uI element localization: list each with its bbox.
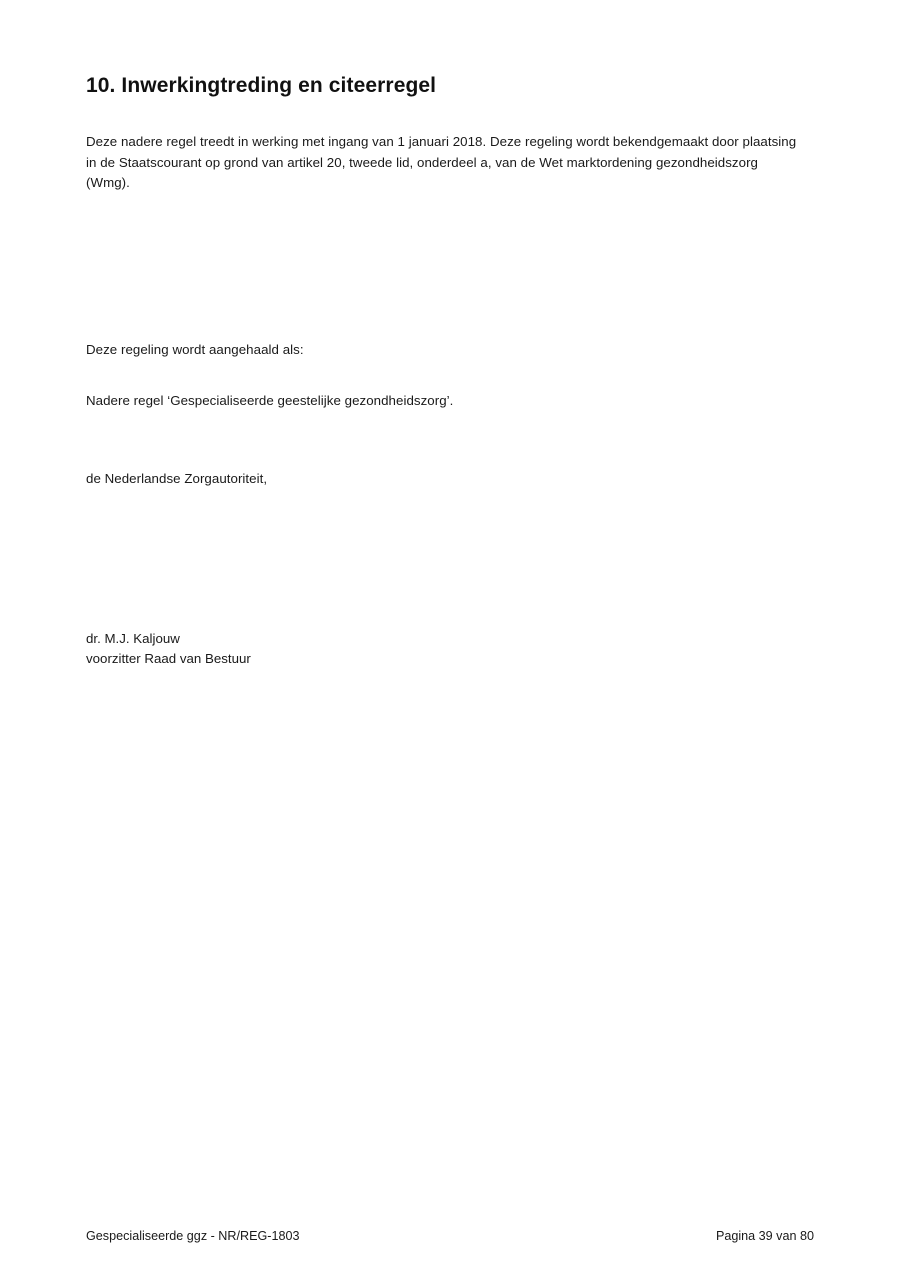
page-content <box>86 74 814 670</box>
signatory-role: voorzitter Raad van Bestuur <box>86 651 251 667</box>
intro-paragraph: Deze nadere regel treedt in werking met ingang van 1 januari 2018. Deze regeling wordt bekendgemaakt door plaatsing in de Staatscourant op grond van artikel 20, tweede lid, onderdeel a, van de Wet marktordening gezondheidszorg (Wmg). <box>86 134 797 191</box>
authority-paragraph: de Nederlandse Zorgautoriteit, <box>86 471 268 487</box>
spacer-after-intro <box>86 194 814 340</box>
signatory-name: dr. M.J. Kaljouw <box>86 630 180 646</box>
spacer-before-authority <box>86 412 814 469</box>
spacer-before-citation-title <box>86 360 814 391</box>
page-footer <box>86 1229 814 1243</box>
signature-space <box>86 490 814 629</box>
page-title: 10. Inwerkingtreding en citeerregel <box>86 74 437 97</box>
footer-page-number: Pagina 39 van 80 <box>715 1229 814 1243</box>
footer-document-reference: Gespecialiseerde ggz - NR/REG-1803 <box>86 1229 300 1243</box>
citation-intro-paragraph: Deze regeling wordt aangehaald als: <box>86 341 304 357</box>
citation-title-paragraph: Nadere regel ‘Gespecialiseerde geestelijke gezondheidszorg’. <box>86 393 454 409</box>
